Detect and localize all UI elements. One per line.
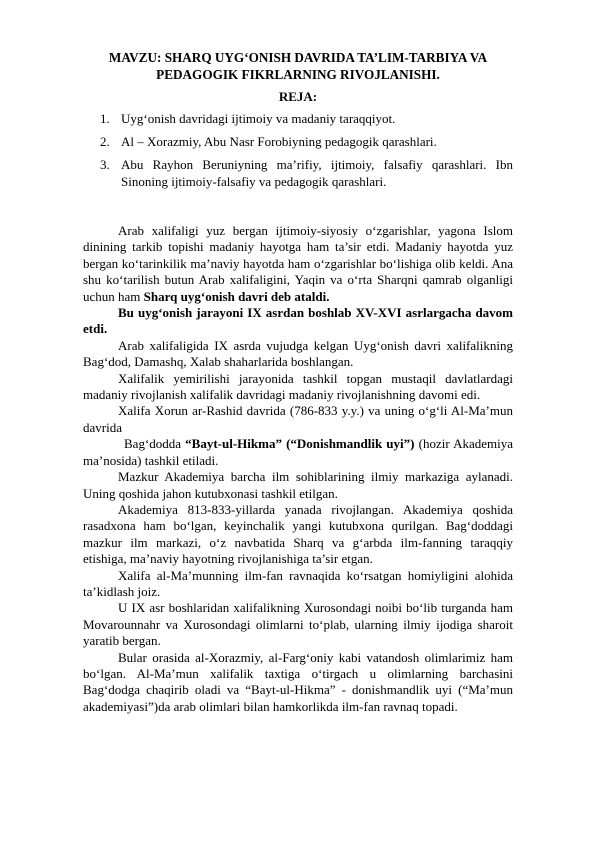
plan-list: [83, 110, 513, 190]
title-line-2: PEDAGOGIK FIKRLARNING RIVOJLANISHI.: [156, 66, 440, 82]
paragraph-text: Arab xalifaligi yuz bergan ijtimoiy-siyosiy o‘zgarishlar, yagona Islom dinining tarkib topishi madaniy hayotga ham ta’sir etdi. Madaniy hayotda yuz bergan ko‘tarinkilik ma’naviy hayotda ham o‘zgarishlar bo‘lishiga olib keldi. Ana shu ko‘tarilish butun Arab xalifaligini, Yaqin va o‘rta Sharqni qamrab olganligi uchun ham: [83, 223, 513, 304]
document-title: [83, 50, 513, 83]
paragraph-text: Bag‘dodda: [124, 436, 186, 452]
plan-item: [83, 156, 513, 190]
paragraph: U IX asr boshlaridan xalifalikning Xurosondagi noibi bo‘lib turganda ham Movarounnahr va Xurosondagi olimlarni to‘plab, ularning ilmiy ijodiga sharoit yaratib bergan.: [83, 600, 513, 649]
paragraph-bold-text: Sharq uyg‘onish davri deb ataldi.: [143, 288, 330, 304]
paragraph: Bular orasida al-Xorazmiy, al-Farg‘oniy kabi vatandosh olimlarimiz ham bo‘lgan. Al-Ma’mun xalifalik taxtiga o‘tirgach u olimlarning barchasini Bag‘dodga chaqirib oladi va “Bayt-ul-Hikma” - donishmandlik uyi (“Ma’mun akademiyasi”)da arab olimlari bilan hamkorlikda ilm-fan ravnaq topadi.: [83, 649, 513, 714]
plan-item-text: Uyg‘onish davridagi ijtimoiy va madaniy taraqqiyot.: [121, 111, 396, 126]
plan-item: [83, 110, 513, 127]
plan-item-number: 3.: [100, 157, 110, 172]
paragraph: [83, 223, 513, 305]
paragraph-bold-text: “Bayt-ul-Hikma” (“Donishmandlik uyi”): [185, 436, 415, 452]
plan-item: [83, 133, 513, 150]
plan-item-number: 2.: [100, 134, 110, 149]
title-line-1: MAVZU: SHARQ UYG‘ONISH DAVRIDA TA’LIM-TARBIYA VA: [108, 50, 488, 65]
document-page: [83, 50, 513, 715]
paragraph-bold-text: Bu uyg‘onish jarayoni IX asrdan boshlab XV-XVI asrlargacha davom etdi.: [83, 305, 513, 337]
document-body: [83, 223, 513, 715]
plan-heading: REJA:: [278, 89, 318, 104]
paragraph: Mazkur Akademiya barcha ilm sohiblarining ilmiy markaziga aylanadi. Uning qoshida jahon kutubxonasi tashkil etilgan.: [83, 469, 513, 501]
paragraph: Xalifa Xorun ar-Rashid davrida (786-833 y.y.) va uning o‘g‘li Al-Ma’mun davrida: [83, 403, 513, 435]
plan-item-number: 1.: [100, 111, 110, 126]
plan-item-text: Abu Rayhon Beruniyning ma’rifiy, ijtimoiy, falsafiy qarashlari. Ibn Sinoning ijtimoiy-falsafiy va pedagogik qarashlari.: [121, 157, 513, 189]
paragraph-text: (hozir Akademiya ma’nosida) tashkil etiladi.: [83, 436, 513, 468]
plan-item-text: Al – Xorazmiy, Abu Nasr Forobiyning pedagogik qarashlari.: [121, 134, 437, 149]
paragraph: [83, 436, 513, 469]
paragraph: Akademiya 813-833-yillarda yanada rivojlangan. Akademiya qoshida rasadxona ham bo‘lgan, keyinchalik yangi kutubxona qurilgan. Bag‘doddagi mazkur ilm markazi, o‘z navbatida Sharq va g‘arbda ilm-fanning taraqqiy etishiga, ma’naviy hayotning rivojlanishiga ta’sir etgan.: [83, 501, 513, 567]
paragraph: Xalifa al-Ma’munning ilm-fan ravnaqida ko‘rsatgan homiyligini alohida ta’kidlash joiz.: [83, 567, 513, 599]
paragraph: Xalifalik yemirilishi jarayonida tashkil topgan mustaqil davlatlardagi madaniy rivojlanish xalifalik davridagi madaniy rivojlanishning davomi edi.: [83, 370, 513, 403]
paragraph: Arab xalifaligida IX asrda vujudga kelgan Uyg‘onish davri xalifalikning Bag‘dod, Damashq, Xalab shaharlarida boshlangan.: [83, 337, 513, 370]
paragraph: [83, 305, 513, 338]
